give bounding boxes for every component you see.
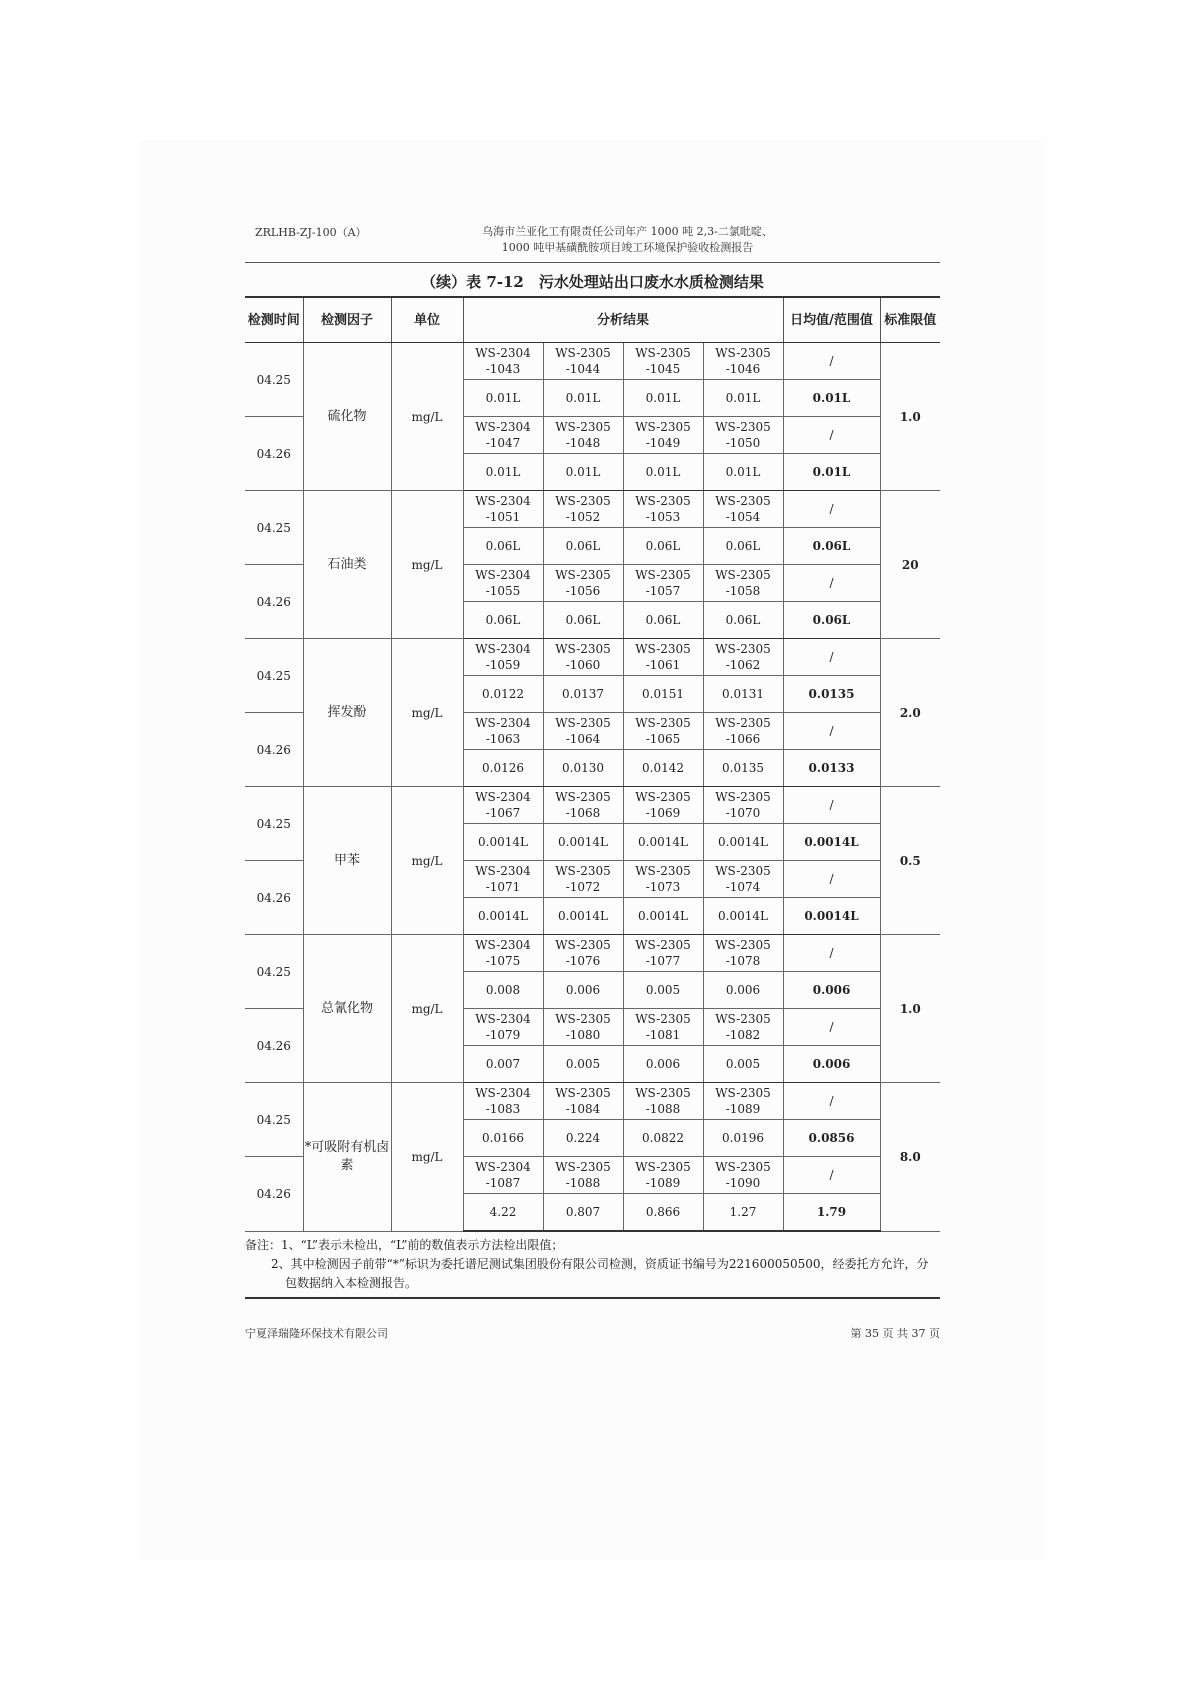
header-date: 检测时间 [245, 297, 303, 343]
sample-id-cell: WS-2305 -1061 [623, 639, 703, 676]
unit-cell: mg/L [391, 491, 463, 639]
result-value-cell: 4.22 [463, 1194, 543, 1232]
daily-average-cell: 0.0014L [783, 898, 880, 935]
date-cell: 04.25 [245, 343, 303, 417]
sample-id-cell: WS-2305 -1046 [703, 343, 783, 380]
date-cell: 04.25 [245, 1083, 303, 1157]
factor-cell: 挥发酚 [303, 639, 391, 787]
date-cell: 04.25 [245, 491, 303, 565]
result-value-cell: 0.01L [623, 380, 703, 417]
result-value-cell: 0.06L [623, 528, 703, 565]
id-average-cell: / [783, 861, 880, 898]
result-value-cell: 0.0135 [703, 750, 783, 787]
unit-cell: mg/L [391, 1083, 463, 1232]
daily-average-cell: 0.0014L [783, 824, 880, 861]
result-value-cell: 0.866 [623, 1194, 703, 1232]
table-header-row [245, 297, 940, 343]
sample-id-cell: WS-2305 -1056 [543, 565, 623, 602]
sample-id-cell: WS-2304 -1079 [463, 1009, 543, 1046]
result-value-cell: 0.0822 [623, 1120, 703, 1157]
result-value-cell: 0.06L [623, 602, 703, 639]
header-average: 日均值/范围值 [783, 297, 880, 343]
daily-average-cell: 0.06L [783, 602, 880, 639]
id-average-cell: / [783, 565, 880, 602]
table-row [245, 787, 940, 824]
sample-id-cell: WS-2305 -1069 [623, 787, 703, 824]
id-average-cell: / [783, 417, 880, 454]
result-value-cell: 0.0137 [543, 676, 623, 713]
results-table [245, 296, 940, 1232]
daily-average-cell: 1.79 [783, 1194, 880, 1232]
date-cell: 04.26 [245, 861, 303, 935]
sample-id-cell: WS-2304 -1067 [463, 787, 543, 824]
date-cell: 04.26 [245, 713, 303, 787]
results-body [245, 343, 940, 1232]
sample-id-cell: WS-2304 -1047 [463, 417, 543, 454]
sample-id-cell: WS-2304 -1087 [463, 1157, 543, 1194]
result-value-cell: 0.005 [703, 1046, 783, 1083]
header-factor: 检测因子 [303, 297, 391, 343]
daily-average-cell: 0.0856 [783, 1120, 880, 1157]
note-2: 2、其中检测因子前带“*”标识为委托谱尼测试集团股份有限公司检测，资质证书编号为221600050500，经委托方允许，分包数据纳入本检测报告。 [271, 1257, 929, 1290]
header-results: 分析结果 [463, 297, 783, 343]
sample-id-cell: WS-2305 -1074 [703, 861, 783, 898]
id-average-cell: / [783, 1009, 880, 1046]
sample-id-cell: WS-2305 -1066 [703, 713, 783, 750]
date-cell: 04.25 [245, 935, 303, 1009]
result-value-cell: 0.01L [703, 454, 783, 491]
sample-id-cell: WS-2305 -1050 [703, 417, 783, 454]
table-row [245, 491, 940, 528]
sample-id-cell: WS-2305 -1064 [543, 713, 623, 750]
result-value-cell: 0.06L [463, 602, 543, 639]
result-value-cell: 0.06L [543, 602, 623, 639]
sample-id-cell: WS-2305 -1088 [543, 1157, 623, 1194]
sample-id-cell: WS-2304 -1059 [463, 639, 543, 676]
result-value-cell: 0.0014L [463, 824, 543, 861]
date-cell: 04.25 [245, 787, 303, 861]
daily-average-cell: 0.06L [783, 528, 880, 565]
result-value-cell: 0.01L [463, 454, 543, 491]
result-value-cell: 0.01L [543, 380, 623, 417]
sample-id-cell: WS-2305 -1052 [543, 491, 623, 528]
sample-id-cell: WS-2305 -1049 [623, 417, 703, 454]
sample-id-cell: WS-2304 -1051 [463, 491, 543, 528]
sample-id-cell: WS-2305 -1054 [703, 491, 783, 528]
result-value-cell: 0.0014L [543, 824, 623, 861]
result-value-cell: 0.007 [463, 1046, 543, 1083]
result-value-cell: 0.0014L [623, 898, 703, 935]
id-average-cell: / [783, 787, 880, 824]
result-value-cell: 0.006 [623, 1046, 703, 1083]
result-value-cell: 0.008 [463, 972, 543, 1009]
table-row [245, 639, 940, 676]
sample-id-cell: WS-2305 -1062 [703, 639, 783, 676]
result-value-cell: 0.06L [703, 528, 783, 565]
sample-id-cell: WS-2305 -1045 [623, 343, 703, 380]
sample-id-cell: WS-2305 -1072 [543, 861, 623, 898]
result-value-cell: 0.0142 [623, 750, 703, 787]
result-value-cell: 0.005 [543, 1046, 623, 1083]
standard-limit-cell: 20 [880, 491, 940, 639]
result-value-cell: 1.27 [703, 1194, 783, 1232]
result-value-cell: 0.0131 [703, 676, 783, 713]
document-code: ZRLHB-ZJ-100（A） [255, 226, 367, 239]
result-value-cell: 0.0014L [463, 898, 543, 935]
table-row [245, 935, 940, 972]
sample-id-cell: WS-2305 -1081 [623, 1009, 703, 1046]
unit-cell: mg/L [391, 787, 463, 935]
result-value-cell: 0.0166 [463, 1120, 543, 1157]
factor-cell: 总氰化物 [303, 935, 391, 1083]
date-cell: 04.25 [245, 639, 303, 713]
table-row [245, 1083, 940, 1120]
date-cell: 04.26 [245, 417, 303, 491]
id-average-cell: / [783, 491, 880, 528]
sample-id-cell: WS-2304 -1043 [463, 343, 543, 380]
standard-limit-cell: 0.5 [880, 787, 940, 935]
page-header [245, 222, 940, 263]
sample-id-cell: WS-2305 -1060 [543, 639, 623, 676]
footer-page-number: 第 35 页 共 37 页 [850, 1327, 940, 1340]
sample-id-cell: WS-2305 -1089 [623, 1157, 703, 1194]
sample-id-cell: WS-2305 -1070 [703, 787, 783, 824]
sample-id-cell: WS-2305 -1073 [623, 861, 703, 898]
date-cell: 04.26 [245, 565, 303, 639]
standard-limit-cell: 1.0 [880, 935, 940, 1083]
factor-cell: 硫化物 [303, 343, 391, 491]
result-value-cell: 0.0014L [543, 898, 623, 935]
daily-average-cell: 0.01L [783, 454, 880, 491]
daily-average-cell: 0.006 [783, 1046, 880, 1083]
id-average-cell: / [783, 713, 880, 750]
table-row [245, 343, 940, 380]
page-footer [245, 1325, 940, 1345]
standard-limit-cell: 1.0 [880, 343, 940, 491]
unit-cell: mg/L [391, 343, 463, 491]
header-standard: 标准限值 [880, 297, 940, 343]
id-average-cell: / [783, 1157, 880, 1194]
result-value-cell: 0.0130 [543, 750, 623, 787]
result-value-cell: 0.0122 [463, 676, 543, 713]
sample-id-cell: WS-2305 -1084 [543, 1083, 623, 1120]
table-caption: （续）表 7-12 污水处理站出口废水水质检测结果 [421, 273, 764, 291]
header-unit: 单位 [391, 297, 463, 343]
daily-average-cell: 0.0133 [783, 750, 880, 787]
sample-id-cell: WS-2305 -1090 [703, 1157, 783, 1194]
date-cell: 04.26 [245, 1009, 303, 1083]
standard-limit-cell: 8.0 [880, 1083, 940, 1232]
result-value-cell: 0.0014L [623, 824, 703, 861]
sample-id-cell: WS-2305 -1068 [543, 787, 623, 824]
result-value-cell: 0.0196 [703, 1120, 783, 1157]
result-value-cell: 0.0151 [623, 676, 703, 713]
result-value-cell: 0.0126 [463, 750, 543, 787]
daily-average-cell: 0.0135 [783, 676, 880, 713]
result-value-cell: 0.807 [543, 1194, 623, 1232]
result-value-cell: 0.01L [543, 454, 623, 491]
report-title [455, 224, 800, 256]
sample-id-cell: WS-2304 -1075 [463, 935, 543, 972]
daily-average-cell: 0.006 [783, 972, 880, 1009]
id-average-cell: / [783, 343, 880, 380]
sample-id-cell: WS-2305 -1077 [623, 935, 703, 972]
unit-cell: mg/L [391, 639, 463, 787]
sample-id-cell: WS-2305 -1044 [543, 343, 623, 380]
standard-limit-cell: 2.0 [880, 639, 940, 787]
sample-id-cell: WS-2305 -1053 [623, 491, 703, 528]
sample-id-cell: WS-2304 -1083 [463, 1083, 543, 1120]
sample-id-cell: WS-2305 -1058 [703, 565, 783, 602]
result-value-cell: 0.06L [463, 528, 543, 565]
sample-id-cell: WS-2305 -1048 [543, 417, 623, 454]
daily-average-cell: 0.01L [783, 380, 880, 417]
report-title-line2: 1000 吨甲基磺酰胺项目竣工环境保护验收检测报告 [501, 241, 754, 254]
result-value-cell: 0.01L [463, 380, 543, 417]
sample-id-cell: WS-2305 -1065 [623, 713, 703, 750]
sample-id-cell: WS-2305 -1082 [703, 1009, 783, 1046]
result-value-cell: 0.06L [543, 528, 623, 565]
id-average-cell: / [783, 639, 880, 676]
result-value-cell: 0.06L [703, 602, 783, 639]
sample-id-cell: WS-2305 -1057 [623, 565, 703, 602]
result-value-cell: 0.005 [623, 972, 703, 1009]
result-value-cell: 0.006 [543, 972, 623, 1009]
sample-id-cell: WS-2305 -1080 [543, 1009, 623, 1046]
date-cell: 04.26 [245, 1157, 303, 1232]
sample-id-cell: WS-2305 -1089 [703, 1083, 783, 1120]
notes [245, 1236, 940, 1299]
sample-id-cell: WS-2304 -1071 [463, 861, 543, 898]
factor-cell: 石油类 [303, 491, 391, 639]
footer-company: 宁夏泽瑞隆环保技术有限公司 [245, 1327, 388, 1340]
result-value-cell: 0.01L [623, 454, 703, 491]
sample-id-cell: WS-2305 -1088 [623, 1083, 703, 1120]
sample-id-cell: WS-2304 -1055 [463, 565, 543, 602]
result-value-cell: 0.01L [703, 380, 783, 417]
id-average-cell: / [783, 1083, 880, 1120]
result-value-cell: 0.006 [703, 972, 783, 1009]
id-average-cell: / [783, 935, 880, 972]
factor-cell: 甲苯 [303, 787, 391, 935]
unit-cell: mg/L [391, 935, 463, 1083]
sample-id-cell: WS-2305 -1076 [543, 935, 623, 972]
sample-id-cell: WS-2304 -1063 [463, 713, 543, 750]
result-value-cell: 0.0014L [703, 824, 783, 861]
factor-cell: *可吸附有机卤素 [303, 1083, 391, 1232]
report-title-line1: 乌海市兰亚化工有限责任公司年产 1000 吨 2,3-二氯吡啶、 [482, 225, 773, 238]
result-value-cell: 0.0014L [703, 898, 783, 935]
result-value-cell: 0.224 [543, 1120, 623, 1157]
sample-id-cell: WS-2305 -1078 [703, 935, 783, 972]
note-1: 备注：1、“L”表示未检出，“L”前的数值表示方法检出限值； [245, 1238, 564, 1252]
report-page [245, 222, 940, 1299]
